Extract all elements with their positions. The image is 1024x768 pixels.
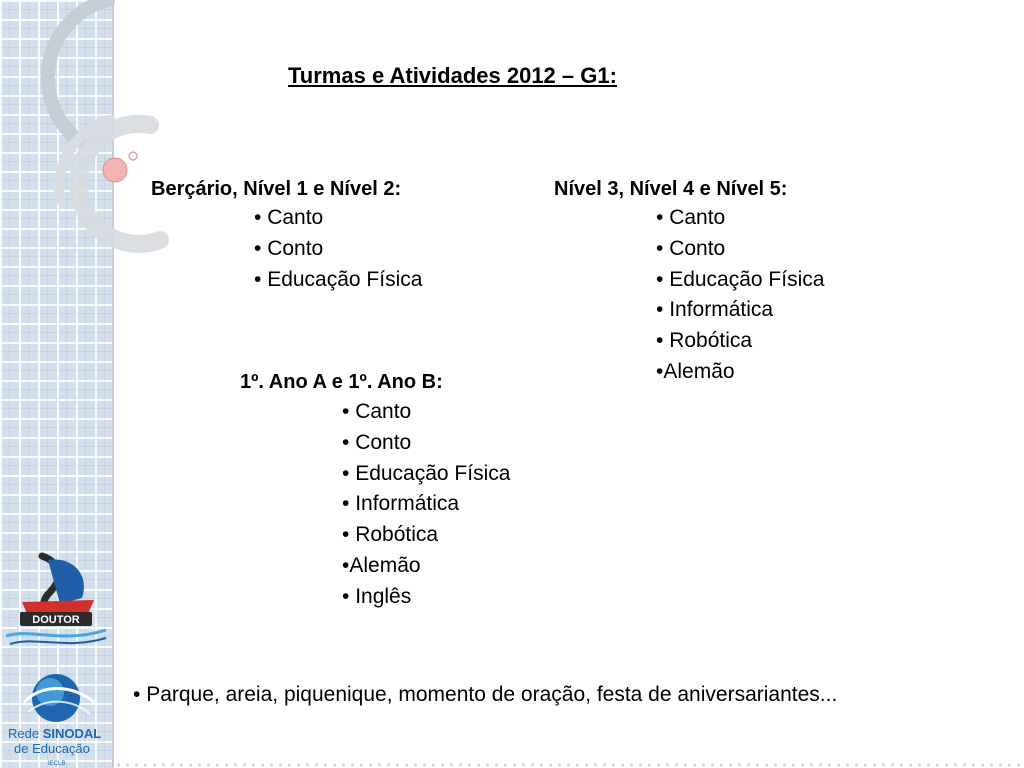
- doutor-logo: [2, 552, 110, 652]
- list-item: • Conto: [656, 234, 824, 265]
- group-list-1-ano: [342, 397, 510, 613]
- pink-dot: [103, 158, 127, 182]
- sinodal-text-ieclb: IECLB: [48, 761, 66, 767]
- sinodal-text-sinodal: SINODAL: [42, 726, 102, 741]
- list-item: • Canto: [254, 203, 422, 234]
- list-item: • Educação Física: [656, 265, 824, 296]
- svg-text:Rede SINODAL: [8, 726, 101, 741]
- list-item: • Canto: [342, 397, 510, 428]
- doutor-logo-text: DOUTOR: [32, 614, 80, 626]
- list-item: • Canto: [656, 203, 824, 234]
- list-item: • Alemão: [342, 551, 510, 582]
- decorative-arcs: [0, 0, 240, 300]
- list-item: • Inglês: [342, 582, 510, 613]
- list-item: • Alemão: [656, 357, 824, 388]
- sinodal-text-educacao: de Educação: [14, 741, 90, 756]
- small-ring: [129, 152, 137, 160]
- list-item: • Informática: [656, 295, 824, 326]
- list-item: • Robótica: [342, 520, 510, 551]
- group-heading-bercario: Berçário, Nível 1 e Nível 2:: [151, 178, 402, 200]
- group-heading-nivel-3-4-5: Nível 3, Nível 4 e Nível 5:: [554, 178, 788, 200]
- group-heading-1-ano: 1º. Ano A e 1º. Ano B:: [240, 371, 443, 393]
- footer-activities: • Parque, areia, piquenique, momento de oração, festa de aniversariantes...: [133, 683, 837, 707]
- list-item: • Educação Física: [254, 265, 422, 296]
- rede-sinodal-logo: [4, 672, 110, 768]
- bottom-dotted-line: [114, 762, 1024, 768]
- group-list-bercario: [254, 203, 422, 295]
- list-item: • Conto: [342, 428, 510, 459]
- group-list-nivel-3-4-5: [656, 203, 824, 388]
- list-item: • Conto: [254, 234, 422, 265]
- list-item: • Robótica: [656, 326, 824, 357]
- list-item: • Educação Física: [342, 459, 510, 490]
- sinodal-text-rede: Rede: [8, 726, 40, 741]
- list-item: • Informática: [342, 489, 510, 520]
- page-title: Turmas e Atividades 2012 – G1:: [288, 63, 617, 88]
